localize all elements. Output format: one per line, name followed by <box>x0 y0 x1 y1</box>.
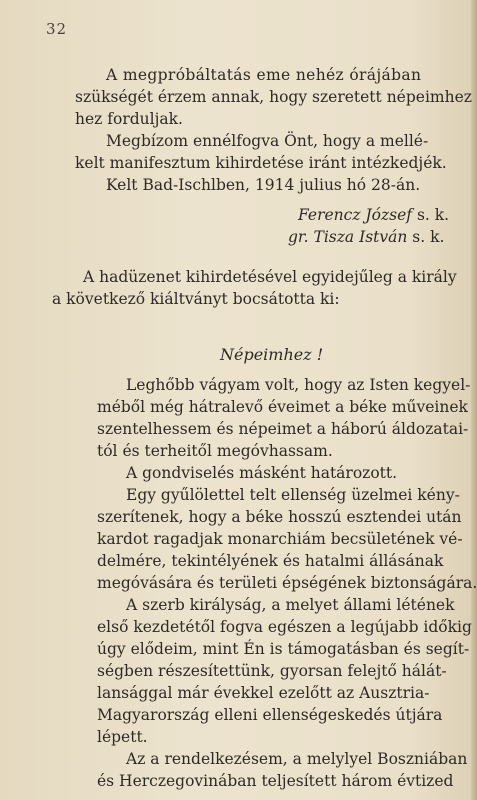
signature-line <box>288 227 444 247</box>
text-line: szerítenek, hogy a béke hosszú esztendei után <box>97 508 462 526</box>
text-line: A hadüzenet kihirdetésével egyidejűleg a király <box>83 268 457 286</box>
signature-line <box>298 205 449 225</box>
page-gutter <box>471 0 477 800</box>
text-line: ségben részesítettünk, gyorsan felejtő hálát- <box>97 662 447 680</box>
text-line: Leghőbb vágyam volt, hogy az Isten kegyel- <box>126 376 471 394</box>
text-line: lansággal már évekkel ezelőtt az Ausztria- <box>97 684 430 702</box>
text-line: megóvására és területi épségének biztonságára. <box>97 574 477 592</box>
text-line: szentelhessem és népeimet a háború áldozatai- <box>97 420 469 438</box>
text-line: Az a rendelkezésem, a melylyel Boszniában <box>126 750 468 768</box>
text-line: A gondviselés másként határozott. <box>126 464 398 482</box>
text-line: és Herczegovinában teljesített három évtized <box>97 772 454 790</box>
signature-name: gr. Tisza István <box>288 228 408 246</box>
text-line: A szerb királyság, a melyet állami létének <box>126 596 455 614</box>
text-line: tól és terheitől megóvhassam. <box>97 442 333 460</box>
text-line: Magyarország elleni ellenségeskedés útjára <box>97 706 443 724</box>
text-line: Megbízom ennélfogva Önt, hogy a mellé- <box>106 132 429 150</box>
text-line: A megpróbáltatás eme nehéz órájában <box>106 66 422 84</box>
text-line: kardot ragadjak monarchiám becsületének vé- <box>97 530 463 548</box>
text-line: Egy gyűlölettel telt ellenség üzelmei kény- <box>126 486 460 504</box>
text-line: úgy elődeim, mint Én is támogatásban és segít- <box>97 640 470 658</box>
text-line: delmére, tekintélyének és hatalmi állásának <box>97 552 444 570</box>
text-line: méből még hátralevő éveimet a béke műveinek <box>97 398 468 416</box>
text-line: szükségét érzem annak, hogy szeretett népeimhez <box>75 88 472 106</box>
section-heading: Népeimhez ! <box>220 345 324 364</box>
signature-suffix: s. k. <box>416 206 450 224</box>
text-line: a következő kiáltványt bocsátotta ki: <box>52 290 340 308</box>
text-line: lépett. <box>97 728 148 746</box>
text-line: Kelt Bad-Ischlben, 1914 julius hó 28-án. <box>106 176 421 194</box>
signature-suffix: s. k. <box>412 228 445 246</box>
page-number: 32 <box>46 20 68 38</box>
signature-name: Ferencz József <box>298 206 412 224</box>
text-line: kelt manifesztum kihirdetése iránt intézkedjék. <box>75 154 447 172</box>
text-line: hez forduljak. <box>75 110 183 128</box>
text-line: első kezdetétől fogva egészen a legújabb időkig <box>97 618 472 636</box>
